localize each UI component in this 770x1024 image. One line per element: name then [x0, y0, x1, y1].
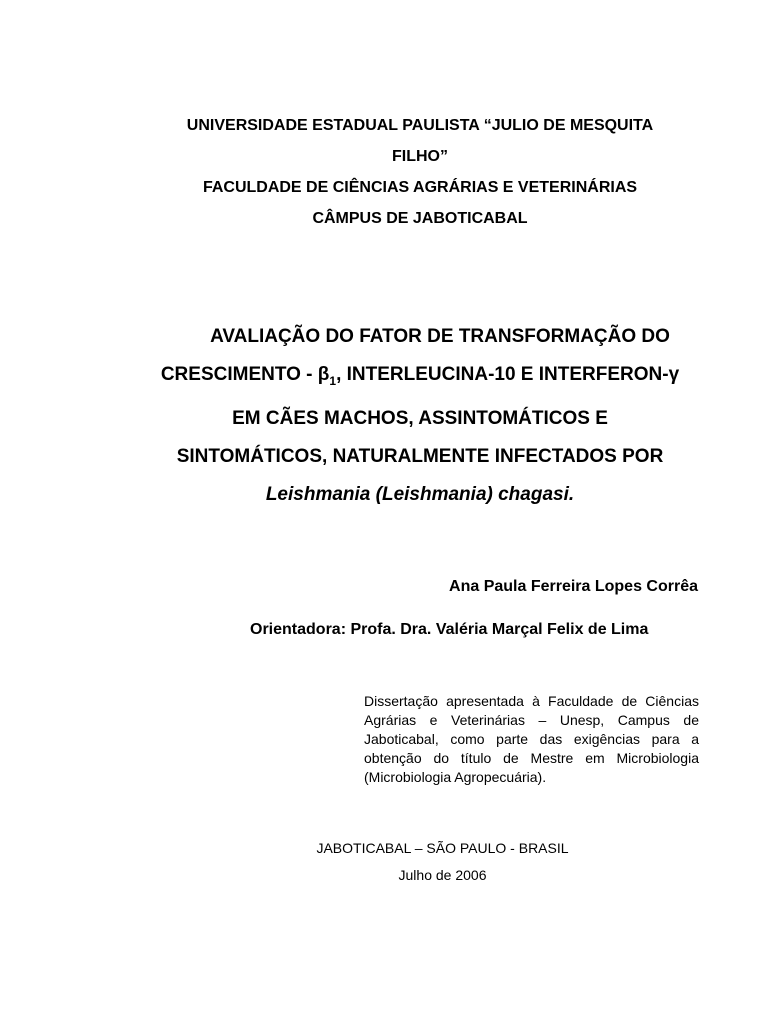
- title-line2-subscript: 1: [329, 373, 337, 388]
- title-line5: [130, 476, 710, 514]
- university-name-line2: FILHO”: [392, 148, 448, 165]
- title-line3: EM CÃES MACHOS, ASSINTOMÁTICOS E: [232, 407, 608, 429]
- title-line2: [130, 356, 710, 400]
- faculty-name: FACULDADE DE CIÊNCIAS AGRÁRIAS E VETERINÁRIAS: [202, 179, 638, 196]
- institution-header: [140, 110, 700, 234]
- title-line2-part1: CRESCIMENTO - β: [160, 364, 330, 385]
- date: Julho de 2006: [398, 867, 487, 883]
- title-line1: AVALIAÇÃO DO FATOR DE TRANSFORMAÇÃO DO: [210, 326, 670, 347]
- university-name-line1: UNIVERSIDADE ESTADUAL PAULISTA “JULIO DE MESQUITA: [186, 117, 654, 134]
- dissertation-statement: Dissertação apresentada à Faculdade de Ciências Agrárias e Veterinárias – Unesp, Campus de Jaboticabal, como parte das exigências para a obtenção do título de Mestre em Microbiologia (Microbiologia Agropecuária).: [364, 693, 699, 785]
- author-name: Ana Paula Ferreira Lopes Corrêa: [449, 578, 698, 595]
- location: JABOTICABAL – SÃO PAULO - BRASIL: [316, 840, 569, 856]
- dissertation-title: [130, 318, 710, 514]
- campus-name: CÂMPUS DE JABOTICABAL: [312, 210, 528, 227]
- advisor-name: Orientadora: Profa. Dra. Valéria Marçal Felix de Lima: [250, 621, 649, 638]
- title-line4: SINTOMÁTICOS, NATURALMENTE INFECTADOS POR: [176, 445, 664, 467]
- species-name: Leishmania (Leishmania) chagasi.: [265, 483, 575, 505]
- footer: [140, 835, 745, 889]
- title-line2-part2: , INTERLEUCINA-10 E INTERFERON-γ: [336, 364, 680, 385]
